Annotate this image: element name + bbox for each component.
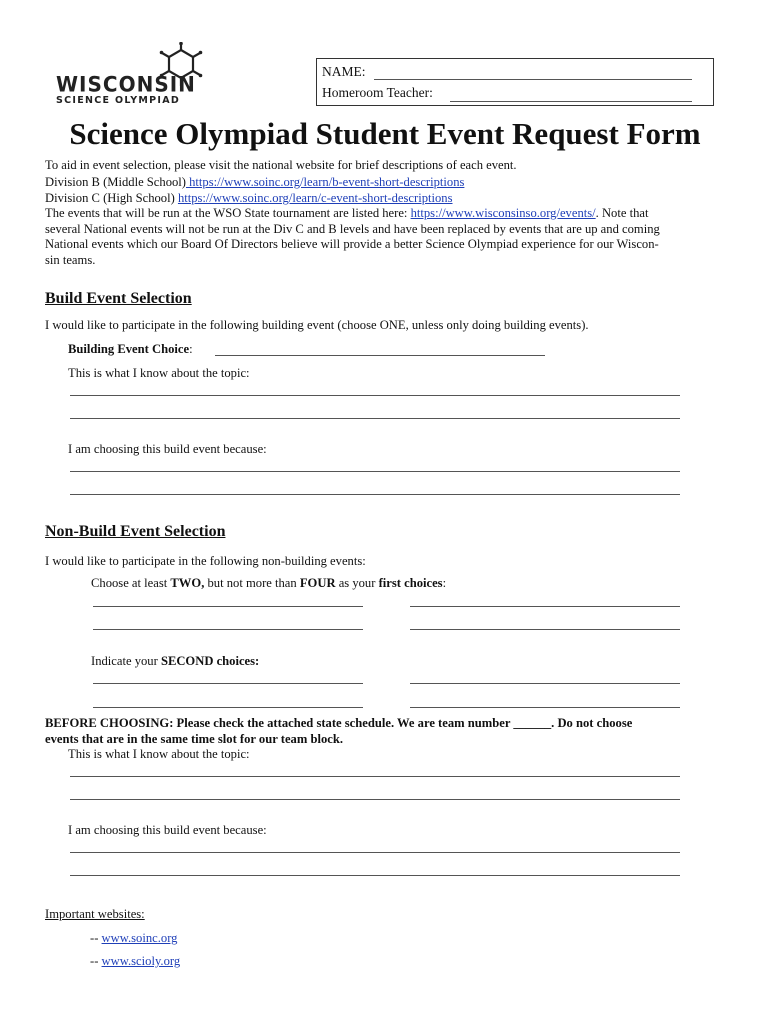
first-text-1: Choose at least xyxy=(91,576,171,590)
name-label: NAME: xyxy=(322,64,366,79)
div-c-line xyxy=(45,191,453,206)
build-know-line-1[interactable] xyxy=(70,395,680,396)
div-c-label: Division C (High School) xyxy=(45,191,178,205)
first-colon: : xyxy=(442,576,447,590)
intro-line-7: sin teams. xyxy=(45,253,96,267)
first-choice-1[interactable] xyxy=(93,606,363,607)
logo-subtitle: SCIENCE OLYMPIAD xyxy=(56,95,181,106)
second-choice-4[interactable] xyxy=(410,707,680,708)
websites-heading: Important websites: xyxy=(45,907,145,921)
second-choice-2[interactable] xyxy=(410,683,680,684)
build-choice-row xyxy=(68,342,193,357)
build-heading: Build Event Selection xyxy=(45,290,192,307)
state-suffix: . Note that xyxy=(595,206,649,220)
second-choice-3[interactable] xyxy=(93,707,363,708)
website-dash-2: -- xyxy=(90,954,102,968)
first-text-2: but not more than xyxy=(204,576,300,590)
second-choice-1[interactable] xyxy=(93,683,363,684)
div-b-label: Division B (Middle School) xyxy=(45,175,186,189)
build-know-line-2[interactable] xyxy=(70,418,680,419)
div-b-line xyxy=(45,175,464,190)
nonbuild-know-line-1[interactable] xyxy=(70,776,680,777)
first-choice-2[interactable] xyxy=(410,606,680,607)
second-bold: SECOND choices: xyxy=(160,654,260,668)
intro-line-5: several National events will not be run at the Div C and B levels and have been replaced by events that are up and coming xyxy=(45,222,660,236)
build-choice-field[interactable] xyxy=(215,355,545,356)
intro-line-6: National events which our Board Of Directors believe will provide a better Science Olympiad experience for our Wiscon- xyxy=(45,237,659,251)
first-two: TWO, xyxy=(170,576,205,590)
website-dash-1: -- xyxy=(90,931,102,945)
state-link[interactable]: https://www.wisconsinso.org/events/ xyxy=(410,206,596,220)
div-b-link[interactable]: https://www.soinc.org/learn/b-event-short-descriptions xyxy=(185,175,465,189)
build-because-line-1[interactable] xyxy=(70,471,680,472)
div-c-link[interactable]: https://www.soinc.org/learn/c-event-short-descriptions xyxy=(177,191,453,205)
first-choice-4[interactable] xyxy=(410,629,680,630)
nonbuild-because-line-1[interactable] xyxy=(70,852,680,853)
logo-wordmark: WISCONSIN xyxy=(56,71,196,97)
before-choosing-line-2: events that are in the same time slot for our team block. xyxy=(45,732,344,746)
soinc-link[interactable]: www.soinc.org xyxy=(101,931,178,945)
state-line xyxy=(45,206,648,221)
second-text: Indicate your xyxy=(91,654,161,668)
teacher-field[interactable] xyxy=(450,101,692,102)
build-choice-colon: : xyxy=(189,342,193,356)
scioly-link[interactable]: www.scioly.org xyxy=(101,954,181,968)
website-row-1 xyxy=(90,931,177,946)
website-row-2 xyxy=(90,954,180,969)
build-choice-label: Building Event Choice xyxy=(68,342,190,356)
first-choice-3[interactable] xyxy=(93,629,363,630)
first-choices: first choices xyxy=(378,576,443,590)
before-choosing-line-1: BEFORE CHOOSING: Please check the attached state schedule. We are team number ______. Do not choose xyxy=(45,716,633,730)
first-choices-instruction xyxy=(91,576,446,591)
nonbuild-know-line-2[interactable] xyxy=(70,799,680,800)
intro-line-1: To aid in event selection, please visit the national website for brief descriptions of each event. xyxy=(45,158,517,172)
first-text-3: as your xyxy=(335,576,379,590)
teacher-label: Homeroom Teacher: xyxy=(322,85,433,100)
build-because-line-2[interactable] xyxy=(70,494,680,495)
nonbuild-because-line-2[interactable] xyxy=(70,875,680,876)
build-know-label: This is what I know about the topic: xyxy=(68,366,250,380)
nonbuild-know-label: This is what I know about the topic: xyxy=(68,747,250,761)
build-instruction: I would like to participate in the following building event (choose ONE, unless only doing building events). xyxy=(45,318,589,332)
nonbuild-instruction: I would like to participate in the following non-building events: xyxy=(45,554,366,568)
nonbuild-heading: Non-Build Event Selection xyxy=(45,523,226,540)
state-prefix: The events that will be run at the WSO State tournament are listed here: xyxy=(45,206,411,220)
name-field[interactable] xyxy=(374,79,692,80)
first-four: FOUR xyxy=(299,576,336,590)
nonbuild-because-label: I am choosing this build event because: xyxy=(68,823,267,837)
build-because-label: I am choosing this build event because: xyxy=(68,442,267,456)
page-title: Science Olympiad Student Event Request Form xyxy=(69,116,701,151)
second-choices-instruction xyxy=(91,654,259,669)
